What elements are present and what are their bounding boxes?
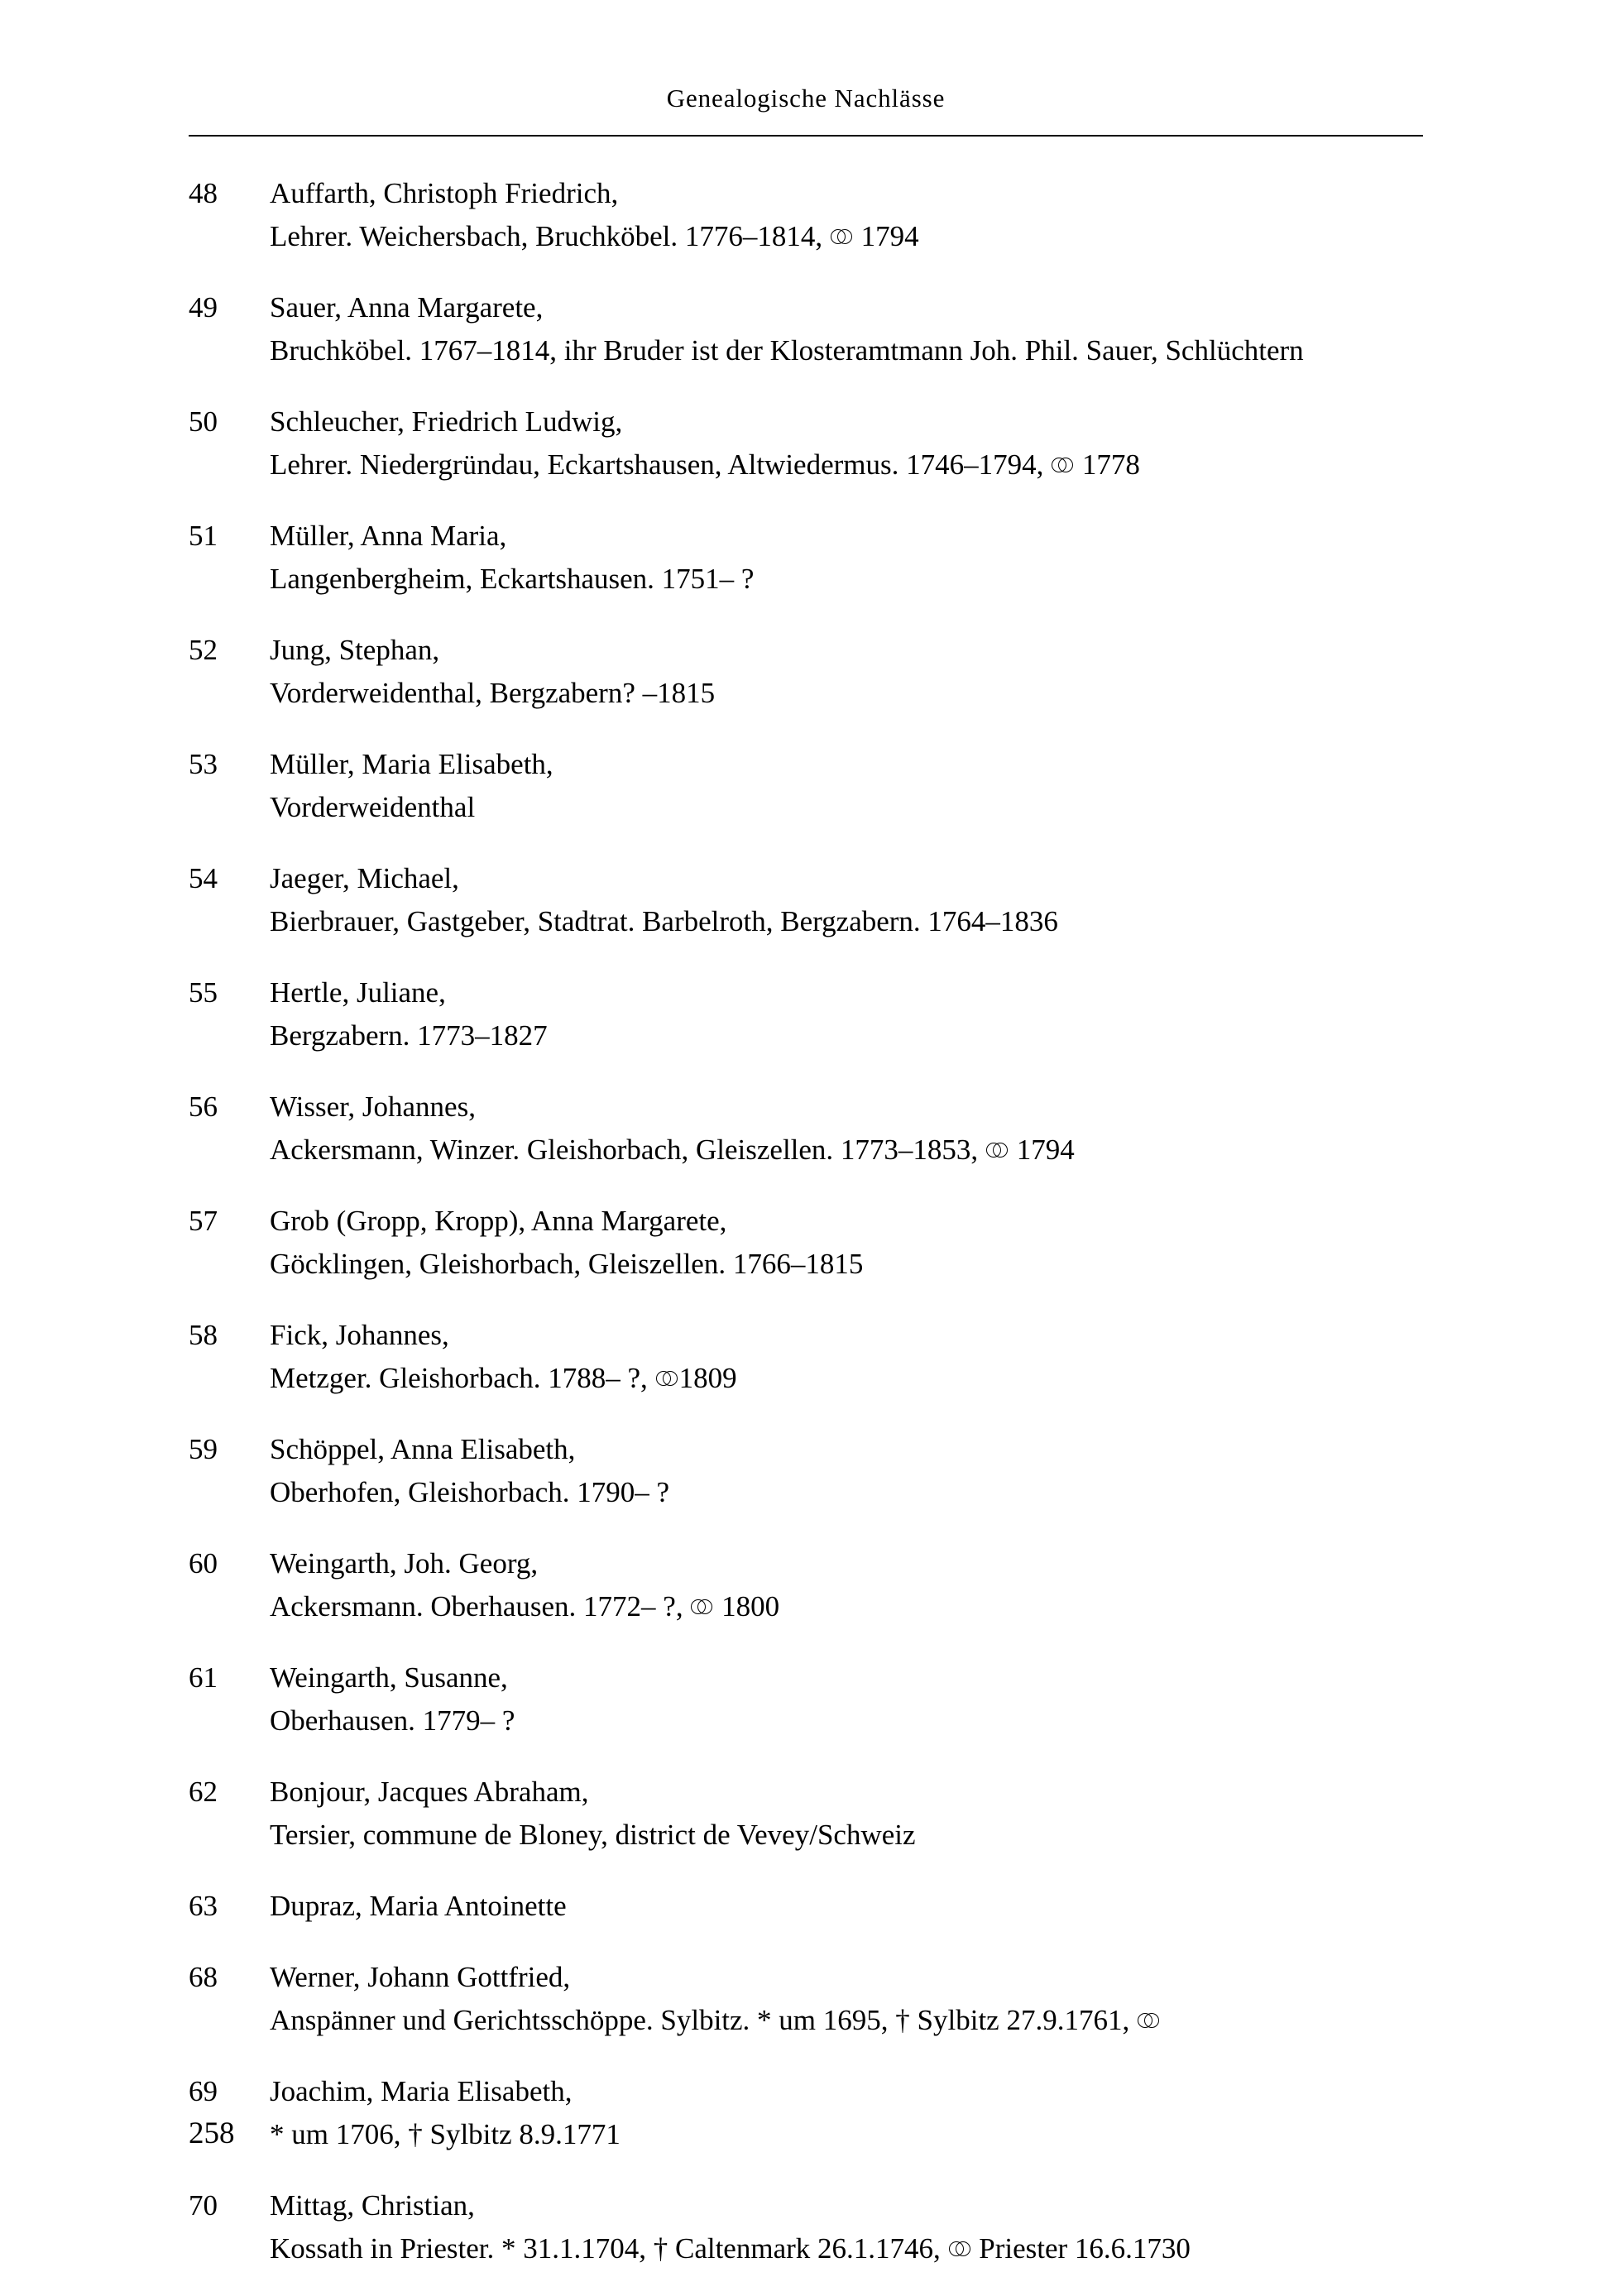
- entry: [189, 172, 1423, 258]
- entry-number: 49: [189, 291, 218, 324]
- page-number: 258: [189, 2116, 235, 2150]
- entry-line: Werner, Johann Gottfried,: [270, 1961, 571, 1993]
- entry-body: [270, 1200, 1423, 1286]
- entry-number: 54: [189, 862, 218, 894]
- entry: [189, 629, 1423, 715]
- entry-number: 68: [189, 1961, 218, 1993]
- entry-body: [270, 971, 1423, 1057]
- entry: [189, 286, 1423, 372]
- entry: [189, 971, 1423, 1057]
- entry-body: [270, 1428, 1423, 1514]
- entry-number: 55: [189, 976, 218, 1009]
- entry-line: Bonjour, Jacques Abraham,: [270, 1776, 589, 1808]
- entry-line: Sauer, Anna Margarete,: [270, 291, 544, 324]
- entry-body: [270, 1086, 1423, 1172]
- entry-line: Ackersmann. Oberhausen. 1772– ?, 1800: [270, 1590, 780, 1623]
- entry-body: [270, 1771, 1423, 1857]
- marriage-symbol-icon: [986, 1143, 1009, 1158]
- entry-line: Grob (Gropp, Kropp), Anna Margarete,: [270, 1205, 727, 1237]
- entry-line: Schleucher, Friedrich Ludwig,: [270, 405, 623, 438]
- entry-number: 60: [189, 1547, 218, 1579]
- entry: [189, 1771, 1423, 1857]
- entry-line: Bruchköbel. 1767–1814, ihr Bruder ist der Klosteramtmann Joh. Phil. Sauer, Schlüchtern: [270, 334, 1304, 367]
- entry: [189, 515, 1423, 601]
- entry-line: * um 1706, † Sylbitz 8.9.1771: [270, 2118, 621, 2150]
- entry-line: Schöppel, Anna Elisabeth,: [270, 1433, 576, 1465]
- marriage-symbol-icon: [656, 1371, 678, 1387]
- entry-line: Langenbergheim, Eckartshausen. 1751– ?: [270, 563, 755, 595]
- entry-line: Lehrer. Weichersbach, Bruchköbel. 1776–1814, 1794: [270, 220, 919, 252]
- entry-number: 50: [189, 405, 218, 438]
- entry-body: [270, 1956, 1423, 2042]
- entry-line: Göcklingen, Gleishorbach, Gleiszellen. 1766–1815: [270, 1248, 864, 1280]
- entry-line: Hertle, Juliane,: [270, 976, 446, 1009]
- entry-number: 57: [189, 1205, 218, 1237]
- entry: [189, 857, 1423, 943]
- entry-body: [270, 1885, 1423, 1928]
- marriage-symbol-icon: [691, 1599, 713, 1615]
- entry: [189, 2070, 1423, 2156]
- entry-body: [270, 286, 1423, 372]
- entry-body: [270, 629, 1423, 715]
- running-head: Genealogische Nachlässe: [666, 84, 946, 113]
- entry-body: [270, 743, 1423, 829]
- entry-line: Dupraz, Maria Antoinette: [270, 1890, 567, 1922]
- entry-body: [270, 515, 1423, 601]
- entry: [189, 1314, 1423, 1400]
- entry: [189, 2184, 1423, 2270]
- entry-line: Ackersmann, Winzer. Gleishorbach, Gleiszellen. 1773–1853, 1794: [270, 1134, 1075, 1166]
- entry-line: Tersier, commune de Bloney, district de Vevey/Schweiz: [270, 1819, 916, 1851]
- entry-number: 58: [189, 1319, 218, 1351]
- entry-line: Oberhausen. 1779– ?: [270, 1704, 515, 1737]
- entry-line: Müller, Anna Maria,: [270, 520, 507, 552]
- entry-number: 48: [189, 177, 218, 209]
- entry-body: [270, 1542, 1423, 1628]
- entry-line: Anspänner und Gerichtsschöppe. Sylbitz. * um 1695, † Sylbitz 27.9.1761,: [270, 1999, 1423, 2042]
- entry-number: 70: [189, 2189, 218, 2222]
- marriage-symbol-icon: [949, 2241, 971, 2257]
- entry-number: 56: [189, 1090, 218, 1123]
- entry-number: 51: [189, 520, 218, 552]
- marriage-symbol-icon: [1138, 2013, 1160, 2029]
- entry-line: Oberhofen, Gleishorbach. 1790– ?: [270, 1476, 670, 1508]
- entry-number: 63: [189, 1890, 218, 1922]
- entry-body: [270, 857, 1423, 943]
- marriage-symbol-icon: [831, 229, 853, 245]
- entry: [189, 400, 1423, 487]
- entry: [189, 1885, 1423, 1928]
- entry: [189, 1428, 1423, 1514]
- entry: [189, 743, 1423, 829]
- entry-line: Weingarth, Susanne,: [270, 1661, 508, 1694]
- entry-line: Vorderweidenthal, Bergzabern? –1815: [270, 677, 716, 709]
- entry-line: Joachim, Maria Elisabeth,: [270, 2075, 573, 2107]
- entry-number: 62: [189, 1776, 218, 1808]
- entry-number: 53: [189, 748, 218, 780]
- entry-number: 59: [189, 1433, 218, 1465]
- header-rule: [189, 135, 1423, 137]
- entry-line: Jung, Stephan,: [270, 634, 440, 666]
- entry-number: 69: [189, 2075, 218, 2107]
- entry: [189, 1542, 1423, 1628]
- entry: [189, 1200, 1423, 1286]
- entry-body: [270, 1314, 1423, 1400]
- entry-body: [270, 172, 1423, 258]
- entry: [189, 1956, 1423, 2042]
- entry-line: Mittag, Christian,: [270, 2189, 475, 2222]
- entry-list: [189, 172, 1423, 2270]
- entry-body: [270, 2070, 1423, 2156]
- entry-body: [270, 1656, 1423, 1742]
- entry-line: Weingarth, Joh. Georg,: [270, 1547, 539, 1579]
- entry: [189, 1656, 1423, 1742]
- entry-number: 52: [189, 634, 218, 666]
- entry-line: Lehrer. Niedergründau, Eckartshausen, Altwiedermus. 1746–1794, 1778: [270, 448, 1140, 481]
- entry-line: Metzger. Gleishorbach. 1788– ?, 1809: [270, 1362, 737, 1394]
- entry-line: Jaeger, Michael,: [270, 862, 459, 894]
- entry-body: [270, 400, 1423, 487]
- entry-line: Vorderweidenthal: [270, 791, 476, 823]
- entry-line: Bierbrauer, Gastgeber, Stadtrat. Barbelroth, Bergzabern. 1764–1836: [270, 905, 1058, 937]
- entry: [189, 1086, 1423, 1172]
- entry-line: Bergzabern. 1773–1827: [270, 1019, 548, 1052]
- entry-line: Kossath in Priester. * 31.1.1704, † Caltenmark 26.1.1746, Priester 16.6.1730: [270, 2232, 1191, 2265]
- entry-body: [270, 2184, 1423, 2270]
- marriage-symbol-icon: [1052, 458, 1074, 473]
- entry-number: 61: [189, 1661, 218, 1694]
- entry-line: Wisser, Johannes,: [270, 1090, 476, 1123]
- entry-line: Auffarth, Christoph Friedrich,: [270, 177, 619, 209]
- entry-line: Fick, Johannes,: [270, 1319, 449, 1351]
- entry-line: Müller, Maria Elisabeth,: [270, 748, 553, 780]
